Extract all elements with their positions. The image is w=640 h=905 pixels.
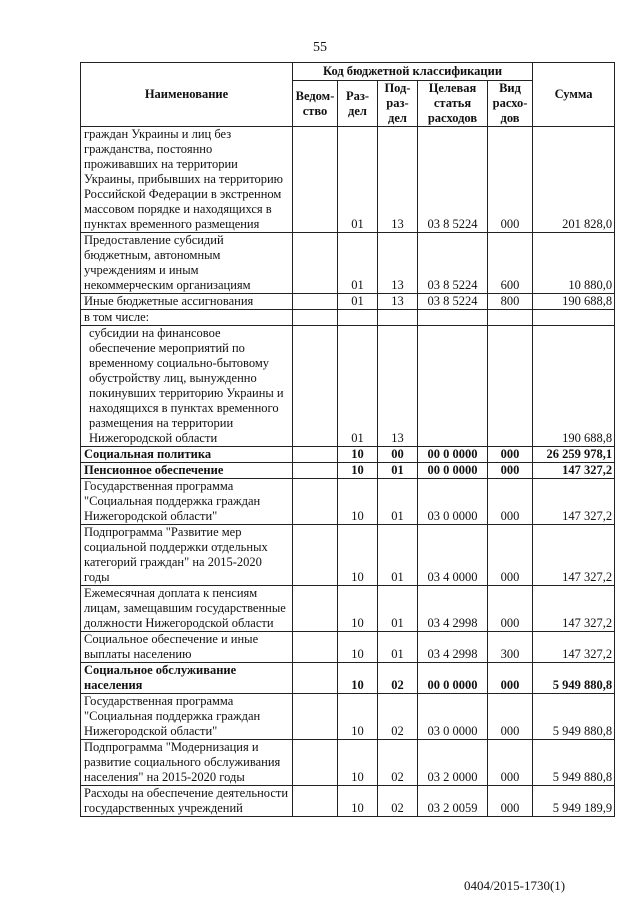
row-ved [293, 694, 338, 740]
row-ved [293, 786, 338, 817]
row-sum: 190 688,8 [533, 326, 615, 447]
header-csr: Целевая статья расходов [418, 81, 488, 127]
row-razdel: 01 [338, 127, 378, 233]
page-number: 55 [313, 40, 327, 55]
row-name: граждан Украины и лиц без гражданства, постоянно проживавших на территории Украины, прибывших на территорию Российской Федерации в экстренном массовом порядке и находящихся в пунктах временного размещения [81, 127, 293, 233]
row-csr: 03 2 0000 [418, 740, 488, 786]
row-podrazdel: 01 [378, 525, 418, 586]
row-vr: 000 [488, 663, 533, 694]
row-podrazdel: 01 [378, 632, 418, 663]
row-vr: 000 [488, 586, 533, 632]
row-ved [293, 740, 338, 786]
row-razdel: 10 [338, 694, 378, 740]
table-row [81, 525, 615, 586]
row-name: субсидии на финансовое обеспечение мероприятий по временному социально-бытовому обустройству лиц, вынужденно покинувших территорию Украины и находящихся в пунктах временного размещения на территории Нижегородской области [81, 326, 293, 447]
table-row [81, 447, 615, 463]
row-sum: 201 828,0 [533, 127, 615, 233]
row-ved [293, 447, 338, 463]
row-podrazdel: 02 [378, 694, 418, 740]
table-row [81, 233, 615, 294]
row-csr: 00 0 0000 [418, 447, 488, 463]
row-sum: 147 327,2 [533, 525, 615, 586]
row-razdel [338, 310, 378, 326]
row-sum: 190 688,8 [533, 294, 615, 310]
row-ved [293, 294, 338, 310]
row-ved [293, 525, 338, 586]
table-body [81, 127, 615, 817]
table-row [81, 326, 615, 447]
row-razdel: 10 [338, 525, 378, 586]
row-ved [293, 233, 338, 294]
row-vr: 000 [488, 447, 533, 463]
row-razdel: 01 [338, 294, 378, 310]
row-sum: 147 327,2 [533, 479, 615, 525]
row-vr: 000 [488, 479, 533, 525]
row-csr: 03 8 5224 [418, 127, 488, 233]
table-row [81, 632, 615, 663]
row-ved [293, 479, 338, 525]
header-sum: Сумма [533, 63, 615, 127]
row-ved [293, 127, 338, 233]
row-ved [293, 632, 338, 663]
row-name: Государственная программа "Социальная поддержка граждан Нижегородской области" [81, 479, 293, 525]
row-name: Социальное обслуживание населения [81, 663, 293, 694]
row-razdel: 10 [338, 447, 378, 463]
header-razdel: Раз-дел [338, 81, 378, 127]
document-code: 0404/2015-1730(1) [464, 878, 566, 893]
row-podrazdel [378, 310, 418, 326]
row-csr: 03 4 2998 [418, 632, 488, 663]
row-sum: 5 949 880,8 [533, 740, 615, 786]
row-name: в том числе: [81, 310, 293, 326]
row-razdel: 10 [338, 632, 378, 663]
row-vr [488, 326, 533, 447]
row-podrazdel: 13 [378, 294, 418, 310]
table-row [81, 740, 615, 786]
row-razdel: 10 [338, 740, 378, 786]
row-razdel: 10 [338, 479, 378, 525]
row-podrazdel: 13 [378, 233, 418, 294]
row-vr [488, 310, 533, 326]
row-podrazdel: 02 [378, 740, 418, 786]
row-podrazdel: 02 [378, 663, 418, 694]
table-header [81, 63, 615, 127]
row-vr: 000 [488, 463, 533, 479]
header-classification-group: Код бюджетной классификации [293, 63, 533, 81]
row-csr: 00 0 0000 [418, 663, 488, 694]
table-row [81, 786, 615, 817]
row-vr: 300 [488, 632, 533, 663]
row-csr: 00 0 0000 [418, 463, 488, 479]
row-csr: 03 4 0000 [418, 525, 488, 586]
row-vr: 600 [488, 233, 533, 294]
table-row [81, 479, 615, 525]
row-vr: 000 [488, 786, 533, 817]
row-name: Социальная политика [81, 447, 293, 463]
header-ved: Ведом-ство [293, 81, 338, 127]
row-podrazdel: 02 [378, 786, 418, 817]
row-csr: 03 0 0000 [418, 479, 488, 525]
row-name: Предоставление субсидий бюджетным, автономным учреждениям и иным некоммерческим организациям [81, 233, 293, 294]
table-row [81, 663, 615, 694]
row-sum: 26 259 978,1 [533, 447, 615, 463]
row-podrazdel: 00 [378, 447, 418, 463]
row-podrazdel: 01 [378, 479, 418, 525]
row-sum [533, 310, 615, 326]
row-ved [293, 310, 338, 326]
row-csr [418, 310, 488, 326]
row-razdel: 10 [338, 586, 378, 632]
row-podrazdel: 13 [378, 326, 418, 447]
row-sum: 147 327,2 [533, 586, 615, 632]
row-name: Расходы на обеспечение деятельности государственных учреждений [81, 786, 293, 817]
row-sum: 5 949 189,9 [533, 786, 615, 817]
table-row [81, 310, 615, 326]
row-csr: 03 0 0000 [418, 694, 488, 740]
row-podrazdel: 01 [378, 586, 418, 632]
header-name: Наименование [81, 63, 293, 127]
budget-table [80, 62, 615, 817]
row-name: Социальное обеспечение и иные выплаты населению [81, 632, 293, 663]
row-vr: 000 [488, 525, 533, 586]
row-name: Государственная программа "Социальная поддержка граждан Нижегородской области" [81, 694, 293, 740]
row-vr: 000 [488, 694, 533, 740]
row-vr: 000 [488, 127, 533, 233]
row-razdel: 10 [338, 663, 378, 694]
row-sum: 147 327,2 [533, 632, 615, 663]
row-csr: 03 4 2998 [418, 586, 488, 632]
row-name: Иные бюджетные ассигнования [81, 294, 293, 310]
row-sum: 10 880,0 [533, 233, 615, 294]
header-podrazdel: Под-раз-дел [378, 81, 418, 127]
row-razdel: 01 [338, 326, 378, 447]
row-sum: 147 327,2 [533, 463, 615, 479]
row-name: Пенсионное обеспечение [81, 463, 293, 479]
row-csr: 03 8 5224 [418, 294, 488, 310]
row-vr: 000 [488, 740, 533, 786]
row-razdel: 01 [338, 233, 378, 294]
row-sum: 5 949 880,8 [533, 663, 615, 694]
row-ved [293, 663, 338, 694]
row-ved [293, 586, 338, 632]
row-csr: 03 2 0059 [418, 786, 488, 817]
row-csr: 03 8 5224 [418, 233, 488, 294]
table-row [81, 294, 615, 310]
row-vr: 800 [488, 294, 533, 310]
row-name: Ежемесячная доплата к пенсиям лицам, замещавшим государственные должности Нижегородской области [81, 586, 293, 632]
table-row [81, 586, 615, 632]
row-name: Подпрограмма "Развитие мер социальной поддержки отдельных категорий граждан" на 2015-2020 годы [81, 525, 293, 586]
row-ved [293, 463, 338, 479]
row-name: Подпрограмма "Модернизация и развитие социального обслуживания населения" на 2015-2020 годы [81, 740, 293, 786]
table-row [81, 127, 615, 233]
row-sum: 5 949 880,8 [533, 694, 615, 740]
table-row [81, 694, 615, 740]
row-podrazdel: 13 [378, 127, 418, 233]
row-ved [293, 326, 338, 447]
row-razdel: 10 [338, 463, 378, 479]
row-podrazdel: 01 [378, 463, 418, 479]
row-csr [418, 326, 488, 447]
header-vr: Вид расхо-дов [488, 81, 533, 127]
table-row [81, 463, 615, 479]
row-razdel: 10 [338, 786, 378, 817]
